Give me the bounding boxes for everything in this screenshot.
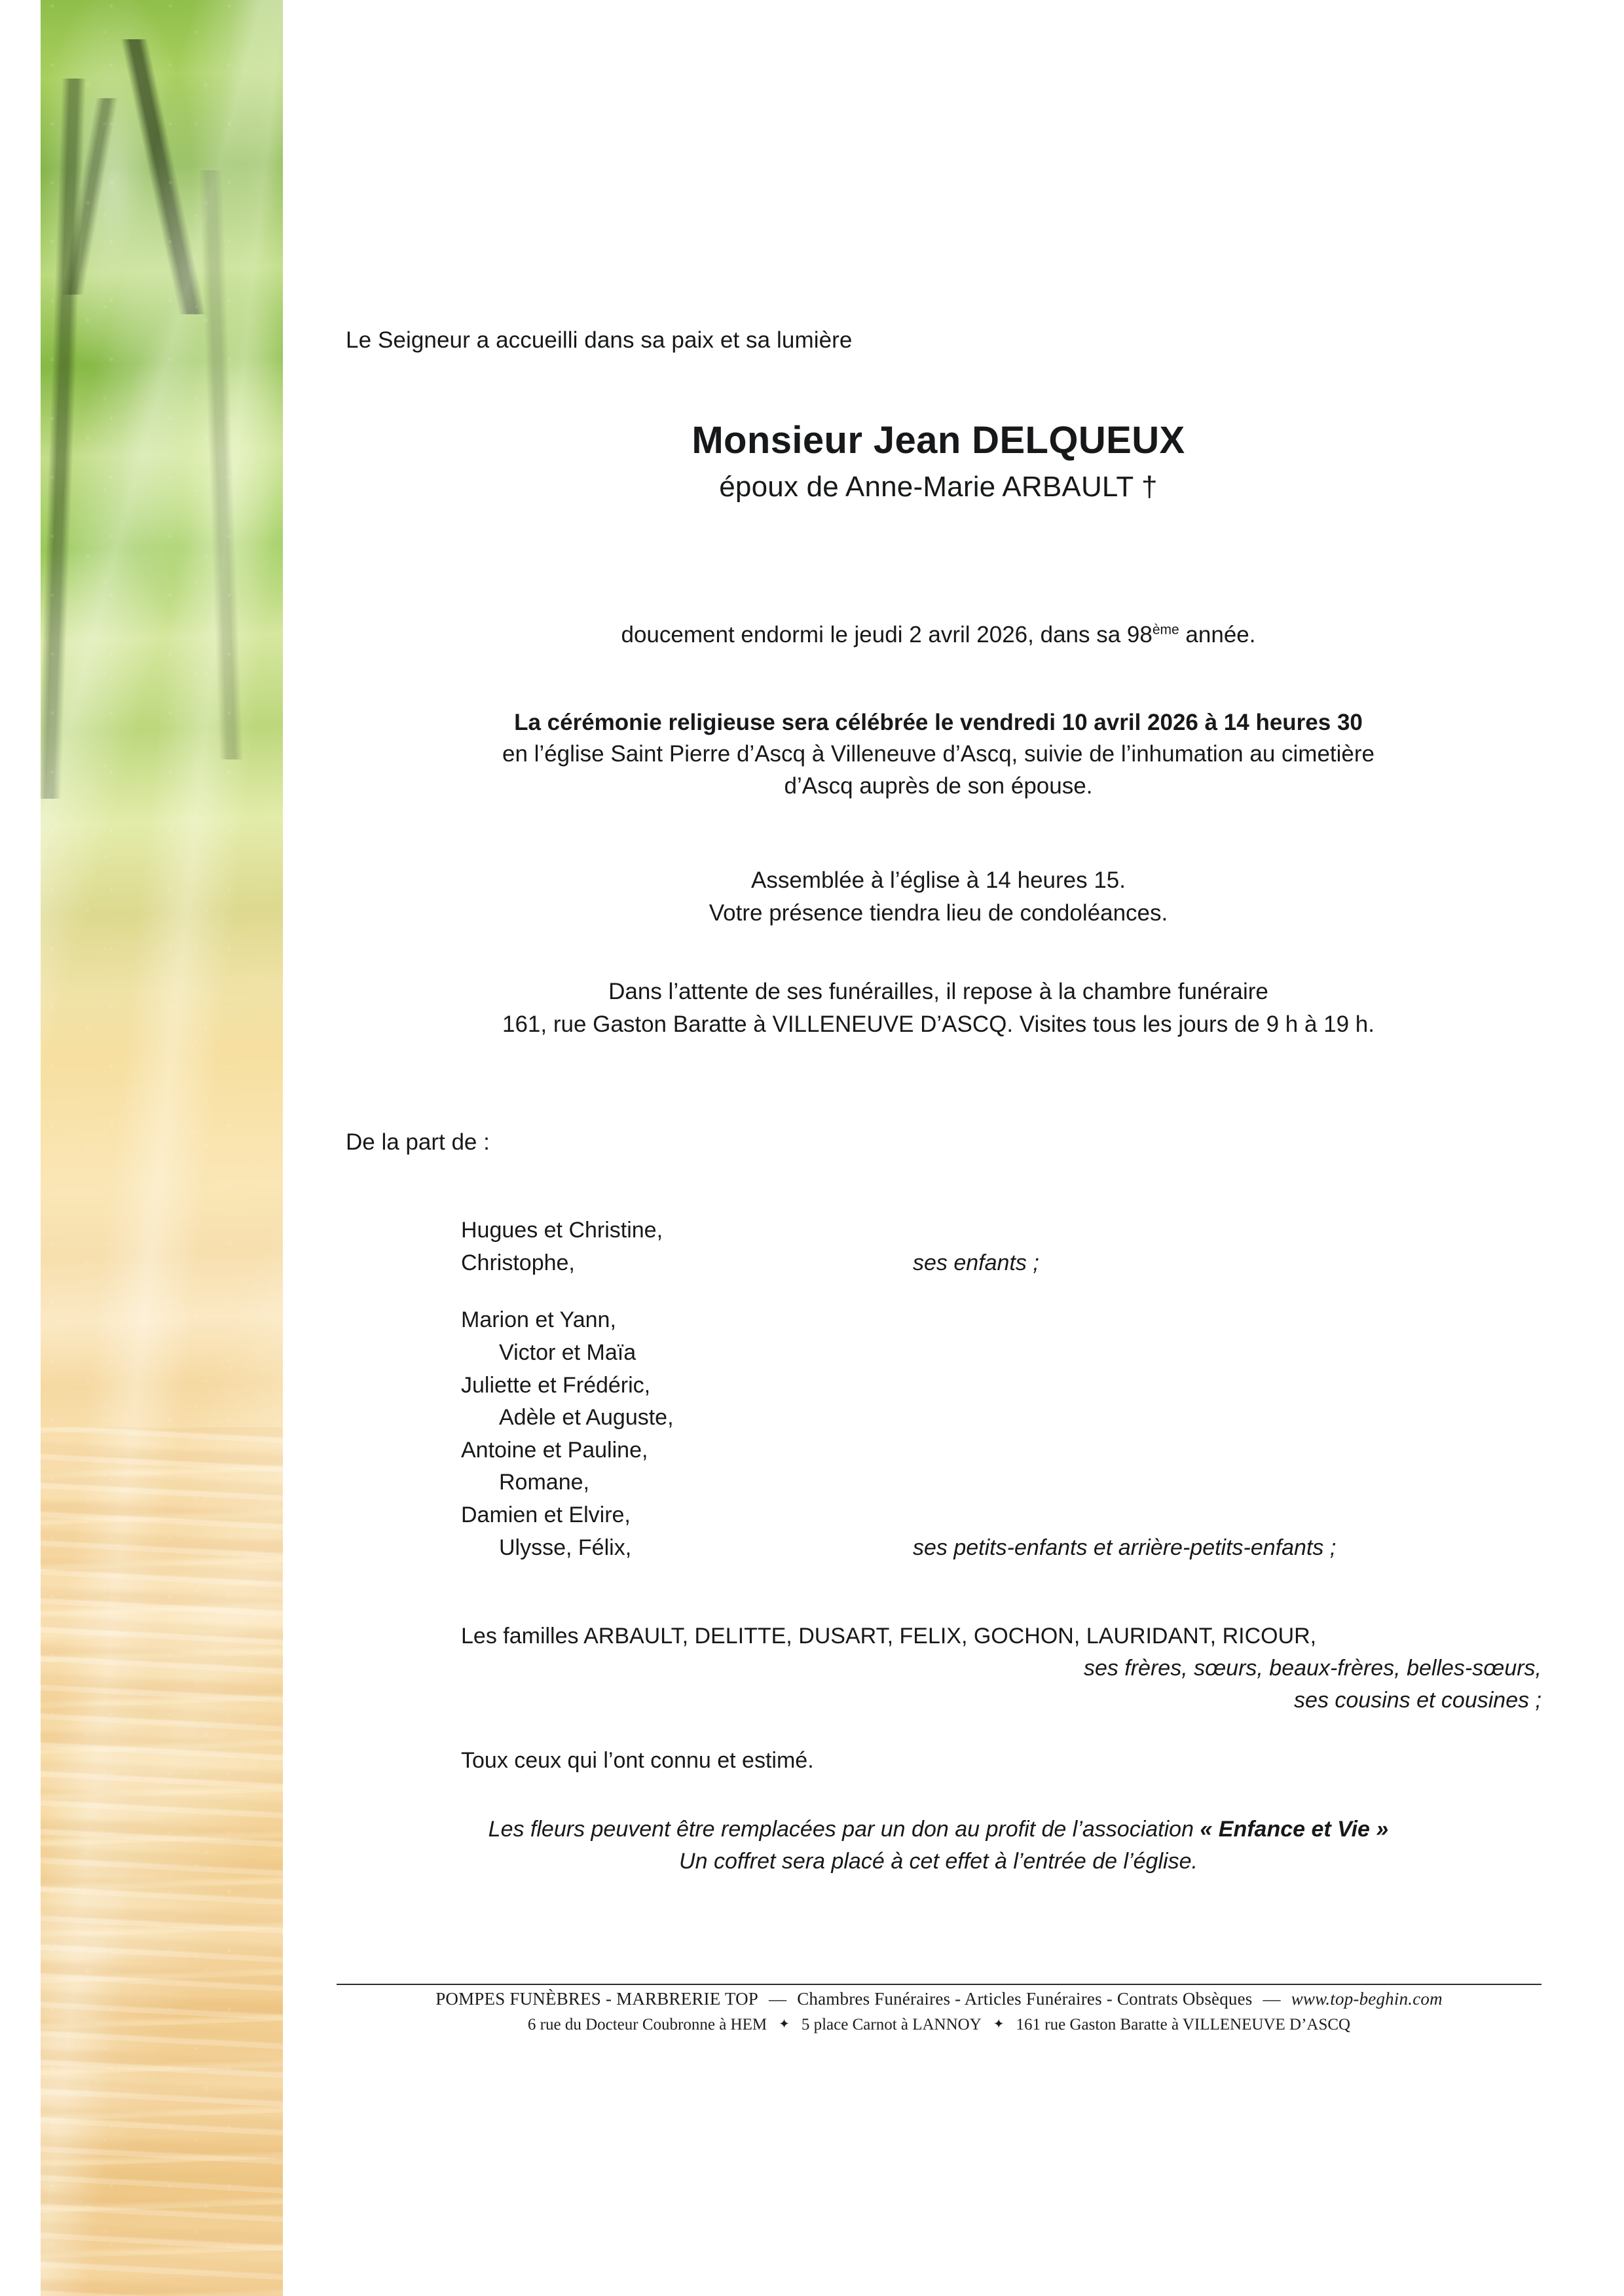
ceremony-line-2: en l’église Saint Pierre d’Ascq à Villeneuve d’Ascq, suivie de l’inhumation au cimetière [502,741,1375,767]
ceremony-headline: La cérémonie religieuse sera célébrée le vendredi 10 avril 2026 à 14 heures 30 [514,710,1363,735]
family-name-line: Juliette et Frédéric, [461,1372,651,1398]
footer-website[interactable]: www.top-beghin.com [1291,1989,1443,2009]
family-name-line: Christophe, [461,1250,575,1275]
family-name-line: Marion et Yann, [461,1307,616,1333]
decorative-photo-strip [41,0,283,2296]
family-name-line: Romane, [499,1470,589,1495]
family-name-line: Adèle et Auguste, [499,1405,674,1430]
footer-dash-2: — [1263,1989,1281,2009]
flowers-line-1 [346,1813,1531,1846]
footer [337,1984,1541,2034]
footer-company-name: POMPES FUNÈBRES - MARBRERIE TOP [435,1989,759,2009]
family-name-line: Hugues et Christine, [461,1218,663,1243]
family-name-line: Ulysse, Félix, [499,1535,632,1560]
death-date-after: année. [1179,622,1256,647]
from-label: De la part de : [346,1129,490,1155]
assembly-block [346,864,1531,929]
footer-dash-1: — [769,1989,787,2009]
repose-block [346,975,1531,1040]
family-name-line: Damien et Elvire, [461,1503,631,1527]
announcement-sheet [283,0,1624,2296]
death-date-before: doucement endormi le jeudi 2 avril 2026, dans sa 98 [621,622,1153,647]
repose-line-2: 161, rue Gaston Baratte à VILLENEUVE D’ASCQ. Visites tous les jours de 9 h à 19 h. [502,1011,1375,1037]
assembly-line-1: Assemblée à l’église à 14 heures 15. [750,867,1126,893]
association-name: « Enfance et Vie » [1200,1817,1389,1842]
deceased-name: Monsieur Jean DELQUEUX [692,419,1185,462]
family-name-line: Victor et Maïa [499,1339,637,1365]
light-speckles-layer [41,0,283,2296]
family-group [461,1214,1535,1279]
families-names: Les familles ARBAULT, DELITTE, DUSART, FELIX, GOCHON, LAURIDANT, RICOUR, [461,1624,1317,1649]
flowers-text-before: Les fleurs peuvent être remplacées par un don au profit de l’association [488,1817,1200,1842]
families-role-line-2: ses cousins et cousines ; [1294,1687,1541,1713]
repose-line-1: Dans l’attente de ses funérailles, il repose à la chambre funéraire [608,979,1268,1004]
family-list [461,1214,1535,1589]
footer-address-1: 6 rue du Docteur Coubronne à HEM [527,2016,767,2033]
diamond-separator-icon: ✦ [993,2017,1005,2032]
footer-address-2: 5 place Carnot à LANNOY [801,2016,982,2033]
lead-line: Le Seigneur a accueilli dans sa paix et sa lumière [346,327,853,353]
diamond-separator-icon: ✦ [779,2017,790,2032]
family-role-label: ses petits-enfants et arrière-petits-enfants ; [913,1535,1337,1560]
all-those-line: Toux ceux qui l’ont connu et estimé. [461,1748,814,1773]
footer-divider [337,1984,1541,1985]
death-age-ordinal: ème [1152,622,1179,638]
spouse-line: époux de Anne-Marie ARBAULT † [719,470,1158,503]
families-role-line-1: ses frères, sœurs, beaux-frères, belles-sœurs, [1083,1655,1541,1681]
death-date-line [346,622,1531,648]
family-role-label: ses enfants ; [913,1250,1039,1275]
flowers-note [346,1813,1531,1878]
ceremony-line-3: d’Ascq auprès de son épouse. [784,773,1093,799]
footer-address-line [337,2016,1541,2034]
assembly-line-2: Votre présence tiendra lieu de condoléances. [709,900,1168,926]
footer-address-3: 161 rue Gaston Baratte à VILLENEUVE D’ASCQ [1016,2016,1351,2033]
deceased-block [346,419,1531,503]
footer-company-line [337,1989,1541,2009]
flowers-line-2: Un coffret sera placé à cet effet à l’entrée de l’église. [679,1849,1198,1874]
family-name-line: Antoine et Pauline, [461,1437,648,1463]
families-block [461,1620,1541,1717]
family-names [461,1304,1535,1564]
footer-services: Chambres Funéraires - Articles Funéraires - Contrats Obsèques [797,1989,1253,2009]
ceremony-block [346,707,1531,802]
family-group [461,1304,1535,1564]
